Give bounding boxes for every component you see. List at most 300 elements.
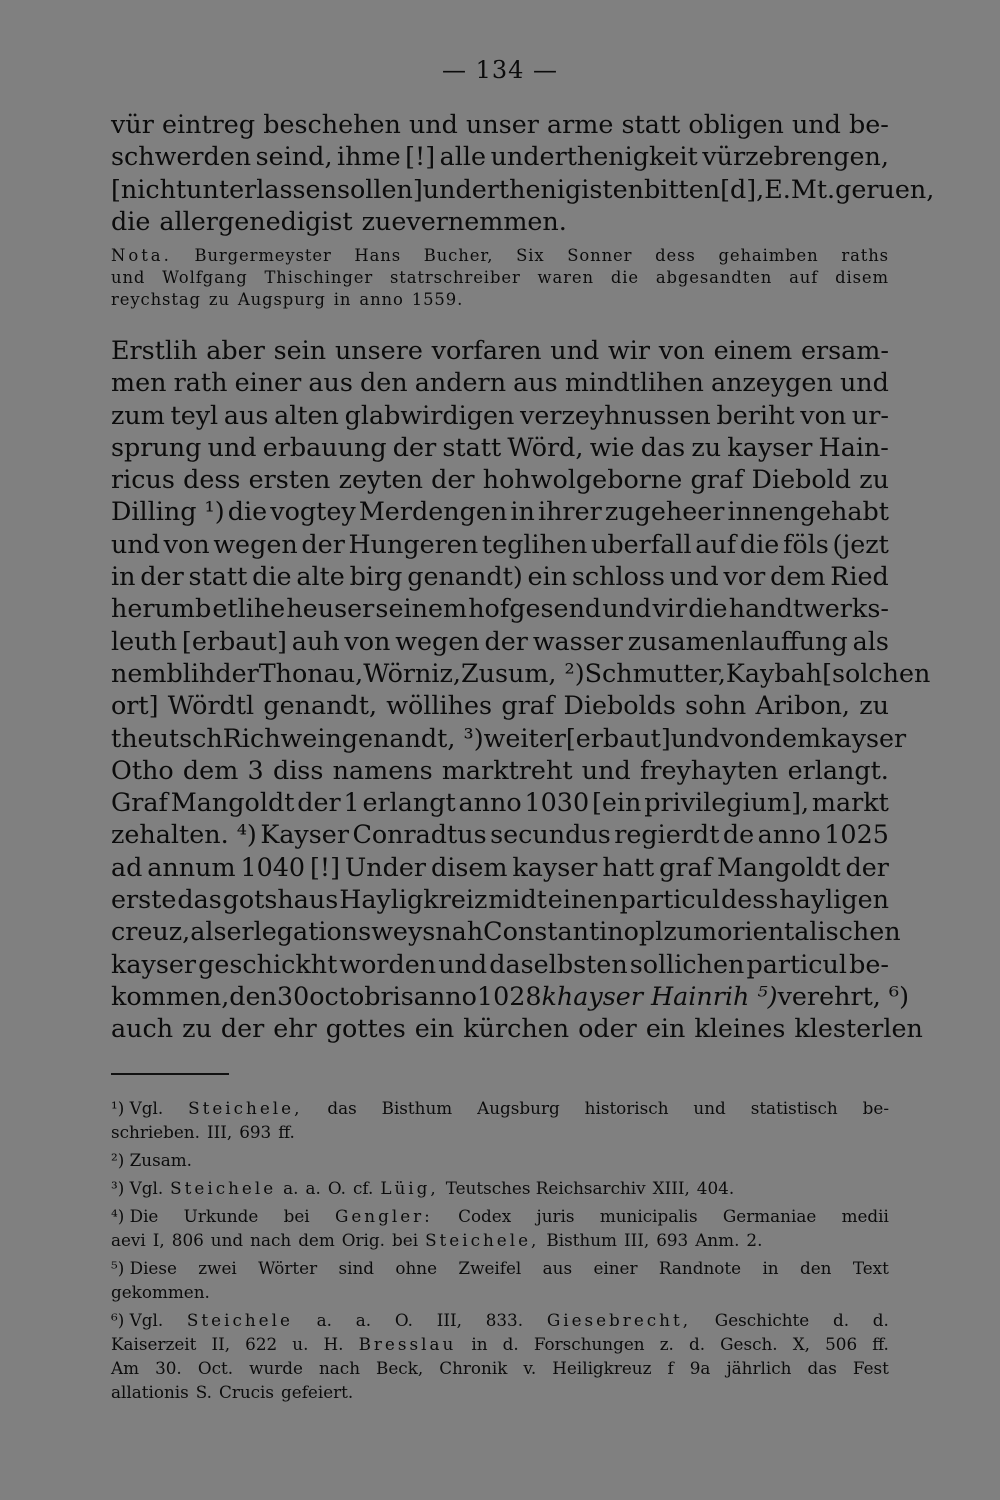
- word: a.: [283, 1178, 299, 1198]
- word: ort]: [111, 690, 159, 721]
- word: namens: [332, 754, 433, 785]
- word: sohn: [685, 690, 747, 721]
- word: Germaniae: [722, 1206, 817, 1226]
- word: Erstlih: [111, 335, 198, 365]
- text-line: [111, 786, 889, 818]
- word: d.: [832, 1310, 850, 1330]
- word: gefeiert.: [281, 1382, 354, 1402]
- word: wurde: [249, 1358, 303, 1378]
- word: statrschreiber: [389, 268, 521, 287]
- footnote-line: [111, 1308, 889, 1332]
- word: Mangoldt: [716, 851, 841, 882]
- word: 1040: [240, 851, 306, 882]
- word: [!]: [405, 141, 436, 172]
- word: vir: [652, 593, 688, 624]
- word: kleines: [694, 1013, 786, 1044]
- word: ricus: [111, 464, 175, 495]
- word: glabwirdigen: [344, 399, 515, 430]
- word: leuth: [111, 625, 178, 656]
- word: auch: [111, 1013, 174, 1044]
- word: d.: [872, 1310, 889, 1330]
- word: abgesandten: [655, 268, 773, 287]
- word: annum: [147, 851, 236, 882]
- word: Randnote: [658, 1258, 742, 1278]
- word: Graf: [111, 787, 168, 818]
- text-line: [111, 560, 889, 592]
- word: auh: [291, 625, 340, 656]
- word: in: [510, 496, 535, 527]
- word: zu: [208, 290, 230, 309]
- word: der: [297, 787, 341, 818]
- word: von: [163, 528, 210, 559]
- word: kayser: [512, 851, 598, 882]
- word: 30.: [155, 1358, 182, 1378]
- word: Bresslau: [358, 1334, 457, 1354]
- word: disem: [430, 851, 508, 882]
- word: dem: [182, 754, 239, 785]
- word: erlangt.: [787, 754, 889, 785]
- text-line: [111, 108, 889, 140]
- word: III,: [436, 1310, 462, 1330]
- word: gehaimben: [718, 246, 819, 265]
- text-line: [111, 173, 935, 205]
- word: Heiligkreuz: [552, 1358, 652, 1378]
- word: Oct.: [197, 1358, 234, 1378]
- word: Anm.: [695, 1230, 740, 1250]
- word: und: [839, 367, 889, 398]
- text-line: [111, 399, 889, 431]
- word: Giesebrecht,: [546, 1310, 692, 1330]
- word: und: [111, 528, 160, 559]
- word: oder: [578, 1013, 637, 1044]
- word: Merdengen: [358, 496, 508, 527]
- word: schloss: [571, 561, 665, 592]
- word: aevi: [111, 1230, 146, 1250]
- word: und: [581, 754, 631, 785]
- word: Kayser: [260, 819, 349, 850]
- word: dem: [298, 1230, 335, 1250]
- word: zwei: [198, 1258, 237, 1278]
- text-line: [111, 625, 889, 657]
- footnote-line: [111, 1256, 889, 1280]
- text-line: [111, 592, 889, 624]
- word: ein: [645, 1013, 686, 1044]
- word: anno: [413, 980, 477, 1011]
- word: ff.: [278, 1122, 295, 1142]
- word: Chronik: [439, 1358, 508, 1378]
- footnote-rule: [111, 1073, 229, 1075]
- word: 622: [245, 1334, 278, 1354]
- word: gottes: [325, 1013, 406, 1044]
- word: mindtlihen: [564, 367, 704, 398]
- word: einem: [713, 335, 793, 365]
- word: alte: [296, 561, 345, 592]
- word: und: [693, 1098, 726, 1118]
- word: arme: [547, 109, 614, 139]
- word: Thischinger: [264, 268, 374, 287]
- word: bei: [392, 1230, 419, 1250]
- word: sollen]: [336, 173, 423, 204]
- word: und: [791, 109, 841, 139]
- word: [erbaut]: [181, 625, 287, 656]
- word: wie: [589, 431, 635, 462]
- word: 693: [656, 1230, 689, 1250]
- word: Codex: [458, 1206, 512, 1226]
- word: Teutsches Reichsarchiv: [445, 1178, 646, 1198]
- word: genandt,: [263, 690, 378, 721]
- word: aus: [542, 1258, 573, 1278]
- word: Crucis: [218, 1382, 275, 1402]
- word: das: [807, 1358, 837, 1378]
- main-paragraph: [111, 334, 931, 1045]
- word: Geschichte: [714, 1310, 810, 1330]
- word: theutsch: [111, 722, 223, 753]
- word: von: [800, 399, 847, 430]
- word: die: [111, 205, 151, 236]
- word: der: [484, 625, 528, 656]
- word: andern: [414, 367, 507, 398]
- word: Conradtus: [352, 819, 487, 850]
- text-line: [111, 1012, 923, 1044]
- word: 404.: [696, 1178, 735, 1198]
- word: Wörd,: [507, 431, 584, 462]
- word: wöllihes: [386, 690, 493, 721]
- word: wegen: [213, 528, 298, 559]
- word: beschehen: [263, 109, 401, 139]
- word: Forschungen: [533, 1334, 645, 1354]
- word: 1025: [824, 819, 889, 850]
- word: jährlich: [726, 1358, 792, 1378]
- word: 3: [247, 754, 264, 785]
- word: zum: [111, 399, 165, 430]
- word: alle: [439, 141, 487, 172]
- word: XIII,: [652, 1178, 690, 1198]
- word: Steichele: [170, 1178, 277, 1198]
- word: vorfaren: [431, 335, 542, 365]
- footnote-line: [111, 1204, 889, 1228]
- word: seinem: [375, 593, 468, 624]
- word: sind: [338, 1258, 375, 1278]
- word: regierdt: [614, 819, 720, 850]
- footnote-line: [111, 1280, 889, 1304]
- word: Orig.: [341, 1230, 386, 1250]
- word: a.: [305, 1178, 321, 1198]
- footnote: [111, 1148, 889, 1172]
- word: heuser: [286, 593, 375, 624]
- word: Dilling ¹): [111, 496, 225, 527]
- word: der: [301, 528, 345, 559]
- word: dem: [765, 722, 822, 753]
- text-line: [111, 689, 889, 721]
- word: von: [344, 625, 391, 656]
- word: dess: [655, 246, 696, 265]
- word: Bisthum: [546, 1230, 617, 1250]
- word: dess: [183, 464, 241, 495]
- word: 1: [343, 787, 360, 818]
- word: den: [800, 1258, 832, 1278]
- word: khayser Hainrih ⁵): [541, 980, 778, 1011]
- word: orientalischen: [717, 916, 901, 947]
- nota-line: [111, 267, 889, 289]
- word: nach: [318, 1358, 361, 1378]
- word: unser: [466, 109, 539, 139]
- word: birg: [349, 561, 403, 592]
- word: [!]: [309, 851, 340, 882]
- footnote-line: [111, 1096, 889, 1120]
- word: ihrer: [537, 496, 602, 527]
- word: sein: [273, 335, 327, 365]
- word: kommen,: [111, 980, 230, 1011]
- word: genandt): [407, 561, 523, 592]
- word: herumb: [111, 593, 212, 624]
- word: I,: [152, 1230, 165, 1250]
- word: graf: [690, 464, 744, 495]
- word: das: [327, 1098, 357, 1118]
- word: [solchen: [822, 657, 931, 688]
- text-line: [111, 495, 889, 527]
- word: Augsburg: [477, 1098, 560, 1118]
- word: zu: [859, 690, 889, 721]
- word: obligen: [688, 109, 784, 139]
- word: geschickht: [198, 948, 338, 979]
- word: handtwerks-: [728, 593, 889, 624]
- word: und: [207, 431, 257, 462]
- word: das: [640, 431, 686, 462]
- word: ein: [414, 1013, 455, 1044]
- word: weiter: [483, 722, 566, 753]
- word: und: [438, 948, 488, 979]
- word: d.: [688, 1334, 706, 1354]
- word: zu: [182, 1013, 212, 1044]
- word: midt: [488, 884, 547, 915]
- word: Hayligkreiz: [339, 884, 488, 915]
- text-line: [111, 851, 889, 883]
- word: particul: [746, 948, 847, 979]
- word: kayser: [821, 722, 907, 753]
- word: Under: [344, 851, 427, 882]
- word: sollichen: [629, 948, 745, 979]
- word: 1028: [476, 980, 542, 1011]
- footnote-line: [111, 1356, 889, 1380]
- footnote-line: [111, 1380, 889, 1404]
- word: schrieben.: [111, 1122, 200, 1142]
- footnote-line: [111, 1120, 889, 1144]
- word: nach: [250, 1230, 292, 1250]
- word: be-: [862, 1098, 889, 1118]
- word: das: [177, 884, 222, 915]
- word: Zweifel: [458, 1258, 522, 1278]
- word: O.: [327, 1178, 346, 1198]
- word: Burgermeyster: [194, 246, 332, 265]
- word: und: [210, 1230, 244, 1250]
- word: de: [722, 819, 755, 850]
- word: a.: [316, 1310, 332, 1330]
- word: 806: [171, 1230, 204, 1250]
- word: weys: [371, 916, 436, 947]
- word: Otho: [111, 754, 174, 785]
- word: Nota.: [111, 246, 172, 265]
- word: und: [550, 335, 600, 365]
- word: f: [667, 1358, 674, 1378]
- word: ⁶) Vgl.: [111, 1310, 164, 1330]
- text-line: [111, 754, 889, 786]
- word: H.: [323, 1334, 344, 1354]
- word: 693: [239, 1122, 272, 1142]
- word: ersam-: [800, 335, 889, 365]
- word: Sonner: [567, 246, 633, 265]
- word: privilegium],: [644, 787, 810, 818]
- word: aus: [513, 367, 558, 398]
- word: disem: [835, 268, 889, 287]
- word: rath: [173, 367, 228, 398]
- word: und: [408, 109, 458, 139]
- word: teglihen: [481, 528, 588, 559]
- text-line: [111, 140, 889, 172]
- word: Wörniz,: [363, 657, 461, 688]
- word: die: [739, 528, 780, 559]
- word: alten: [274, 399, 339, 430]
- word: zuevernemmen.: [361, 205, 567, 236]
- word: auf: [695, 528, 737, 559]
- word: ad: [111, 851, 143, 882]
- word: den: [360, 367, 408, 398]
- word: hofgesend: [468, 593, 602, 624]
- word: Hans: [354, 246, 402, 265]
- text-line: [111, 657, 931, 689]
- word: etlihe: [212, 593, 286, 624]
- text-line: [111, 722, 907, 754]
- word: men: [111, 367, 167, 398]
- word: zusamenlauffung: [627, 625, 848, 656]
- word: ein: [527, 561, 568, 592]
- word: anzeygen: [710, 367, 833, 398]
- word: ⁴) Die: [111, 1206, 159, 1226]
- word: cf.: [352, 1178, 374, 1198]
- word: [erbaut]: [565, 722, 671, 753]
- word: nah: [435, 916, 484, 947]
- text-line: [111, 980, 910, 1012]
- word: zeyten: [338, 464, 423, 495]
- word: Beck,: [376, 1358, 424, 1378]
- word: der: [215, 657, 259, 688]
- word: uberfall: [591, 528, 692, 559]
- word: auf: [789, 268, 819, 287]
- word: erbauung: [262, 431, 387, 462]
- footnote: [111, 1256, 889, 1304]
- word: 2.: [746, 1230, 763, 1250]
- word: Wörter: [258, 1258, 318, 1278]
- word: Fest: [852, 1358, 889, 1378]
- word: graf: [659, 851, 713, 882]
- word: Mt.: [790, 173, 836, 204]
- word: kayser: [111, 948, 197, 979]
- word: 1559.: [411, 290, 464, 309]
- word: Zusum, ²): [460, 657, 585, 688]
- word: Urkunde: [183, 1206, 259, 1226]
- word: Augspurg: [237, 290, 326, 309]
- word: Thonau,: [258, 657, 364, 688]
- word: die: [252, 561, 292, 592]
- word: ohne: [395, 1258, 438, 1278]
- text-line: [111, 366, 889, 398]
- word: Bucher,: [423, 246, 494, 265]
- word: Gesch.: [720, 1334, 778, 1354]
- word: anno: [757, 819, 821, 850]
- word: verehrt, ⁶): [777, 980, 910, 1011]
- word: allergenedigist: [159, 205, 353, 236]
- word: Wördtl: [167, 690, 255, 721]
- word: ehr: [273, 1013, 317, 1044]
- word: aber: [206, 335, 265, 365]
- footnotes: [111, 1096, 889, 1408]
- footnote: [111, 1176, 889, 1200]
- word: Diebold: [751, 464, 852, 495]
- word: teyl: [170, 399, 219, 430]
- word: 30: [276, 980, 310, 1011]
- footnote: [111, 1308, 889, 1404]
- word: ¹) Vgl.: [111, 1098, 164, 1118]
- word: 1030: [524, 787, 590, 818]
- word: wasser: [532, 625, 623, 656]
- word: graf: [501, 690, 555, 721]
- word: secundus: [490, 819, 611, 850]
- word: [nicht: [111, 173, 187, 204]
- word: den: [229, 980, 277, 1011]
- word: eintreg: [161, 109, 256, 139]
- word: particul: [619, 884, 721, 915]
- word: anno: [359, 290, 404, 309]
- word: von: [719, 722, 766, 753]
- word: [ein: [591, 787, 642, 818]
- word: Steichele: [186, 1310, 293, 1330]
- word: underthenigkeit: [490, 141, 698, 172]
- word: freyhayten: [640, 754, 779, 785]
- word: hayligen: [779, 884, 889, 915]
- word: 833.: [485, 1310, 524, 1330]
- word: zehalten. ⁴): [111, 819, 257, 850]
- word: Hain-: [818, 431, 889, 462]
- word: föls: [782, 528, 829, 559]
- word: und: [669, 561, 719, 592]
- word: Steichele,: [188, 1098, 303, 1118]
- word: ⁵) Diese: [111, 1258, 177, 1278]
- word: innengehabt: [727, 496, 889, 527]
- word: S.: [195, 1382, 212, 1402]
- word: verzeyhnussen: [520, 399, 711, 430]
- footnote-line: [111, 1176, 889, 1200]
- word: Ried: [830, 561, 889, 592]
- word: Kaiserzeit: [111, 1334, 197, 1354]
- word: der: [845, 851, 889, 882]
- word: klesterlen: [794, 1013, 923, 1044]
- word: Hungeren: [348, 528, 479, 559]
- word: Diebolds: [563, 690, 676, 721]
- word: III,: [623, 1230, 650, 1250]
- nota-line: [111, 289, 889, 311]
- word: statistisch: [750, 1098, 838, 1118]
- page-number: — 134 —: [441, 56, 559, 84]
- word: Richwein: [222, 722, 342, 753]
- word: raths: [841, 246, 889, 265]
- footnote-line: [111, 1228, 889, 1252]
- word: ihme: [337, 141, 401, 172]
- word: legations: [253, 916, 372, 947]
- word: Mangoldt: [170, 787, 295, 818]
- word: von: [658, 335, 705, 365]
- word: be-: [849, 948, 889, 979]
- text-line: [111, 883, 889, 915]
- word: gekommen.: [111, 1282, 210, 1302]
